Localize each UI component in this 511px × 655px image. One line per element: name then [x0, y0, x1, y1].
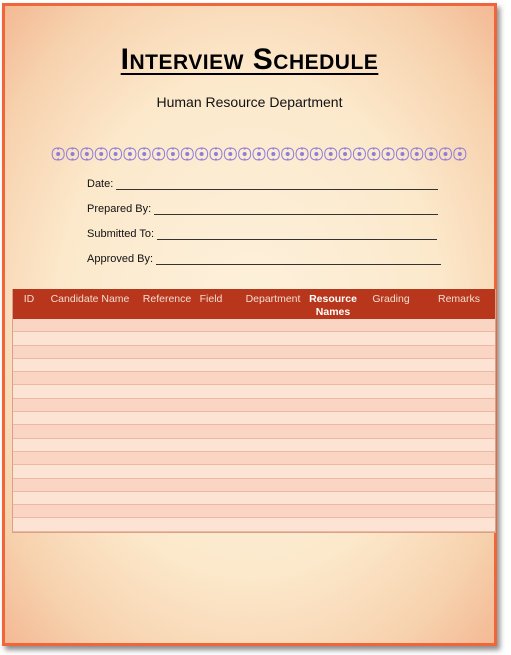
- ornament-motif: [110, 147, 122, 160]
- ornament-motif: [296, 147, 308, 160]
- header-id: ID: [23, 293, 35, 305]
- table-row[interactable]: [13, 319, 495, 332]
- date-line[interactable]: [116, 177, 438, 190]
- document-page: [2, 3, 497, 646]
- table-row[interactable]: [13, 465, 495, 478]
- ornament-motif: [439, 147, 451, 160]
- ornament-motif: [224, 147, 236, 160]
- ornament-motif: [382, 147, 394, 160]
- table-body: [13, 319, 495, 532]
- table-row[interactable]: [13, 505, 495, 518]
- table-row[interactable]: [13, 479, 495, 492]
- prepared-by-field[interactable]: [87, 202, 438, 215]
- table-row[interactable]: [13, 425, 495, 438]
- date-field[interactable]: [87, 177, 438, 190]
- approved-by-line[interactable]: [156, 252, 441, 265]
- ornament-motif: [253, 147, 265, 160]
- table-row[interactable]: [13, 385, 495, 398]
- ornament-motif: [67, 147, 79, 160]
- ornament-motif: [282, 147, 294, 160]
- header-department: Department: [245, 293, 301, 305]
- submitted-to-field[interactable]: [87, 227, 437, 240]
- ornament-motif: [353, 147, 365, 160]
- schedule-table: [12, 289, 496, 533]
- header-candidate-name: Candidate Name: [50, 293, 130, 305]
- decorative-ornament-border: [51, 146, 467, 162]
- ornament-motif: [411, 147, 423, 160]
- ornament-motif: [454, 147, 466, 160]
- ornament-motif: [81, 147, 93, 160]
- ornament-motif: [52, 147, 64, 160]
- ornament-motif: [138, 147, 150, 160]
- table-row[interactable]: [13, 518, 495, 531]
- ornament-motif: [196, 147, 208, 160]
- prepared-by-line[interactable]: [154, 202, 438, 215]
- header-reference: Reference: [142, 293, 192, 305]
- date-label: Date:: [87, 178, 114, 190]
- ornament-motif: [124, 147, 136, 160]
- header-grading: Grading: [372, 293, 410, 305]
- header-remarks: Remarks: [437, 293, 480, 305]
- table-header: [13, 289, 495, 319]
- table-row[interactable]: [13, 412, 495, 425]
- ornament-motif: [425, 147, 437, 160]
- ornament-motif: [210, 147, 222, 160]
- table-row[interactable]: [13, 492, 495, 505]
- ornament-motif: [181, 147, 193, 160]
- table-row[interactable]: [13, 439, 495, 452]
- ornament-motif: [239, 147, 251, 160]
- header-resource-names: Resource Names: [309, 293, 357, 318]
- ornament-motif: [267, 147, 279, 160]
- document-subtitle: Human Resource Department: [156, 94, 343, 110]
- table-row[interactable]: [13, 346, 495, 359]
- ornament-motif: [153, 147, 165, 160]
- approved-by-field[interactable]: [87, 252, 441, 265]
- submitted-to-line[interactable]: [157, 227, 437, 240]
- submitted-to-label: Submitted To:: [87, 228, 155, 240]
- ornament-motif: [396, 147, 408, 160]
- ornament-motif: [339, 147, 351, 160]
- prepared-by-label: Prepared By:: [87, 203, 152, 215]
- document-title: Interview Schedule: [120, 43, 379, 76]
- ornament-motif: [325, 147, 337, 160]
- approved-by-label: Approved By:: [87, 253, 154, 265]
- ornament-motif: [95, 147, 107, 160]
- table-row[interactable]: [13, 372, 495, 385]
- ornament-motif: [368, 147, 380, 160]
- ornament-motif: [167, 147, 179, 160]
- table-row[interactable]: [13, 332, 495, 345]
- header-field: Field: [199, 293, 223, 305]
- ornament-motif: [310, 147, 322, 160]
- table-row[interactable]: [13, 452, 495, 465]
- table-row[interactable]: [13, 359, 495, 372]
- table-row[interactable]: [13, 399, 495, 412]
